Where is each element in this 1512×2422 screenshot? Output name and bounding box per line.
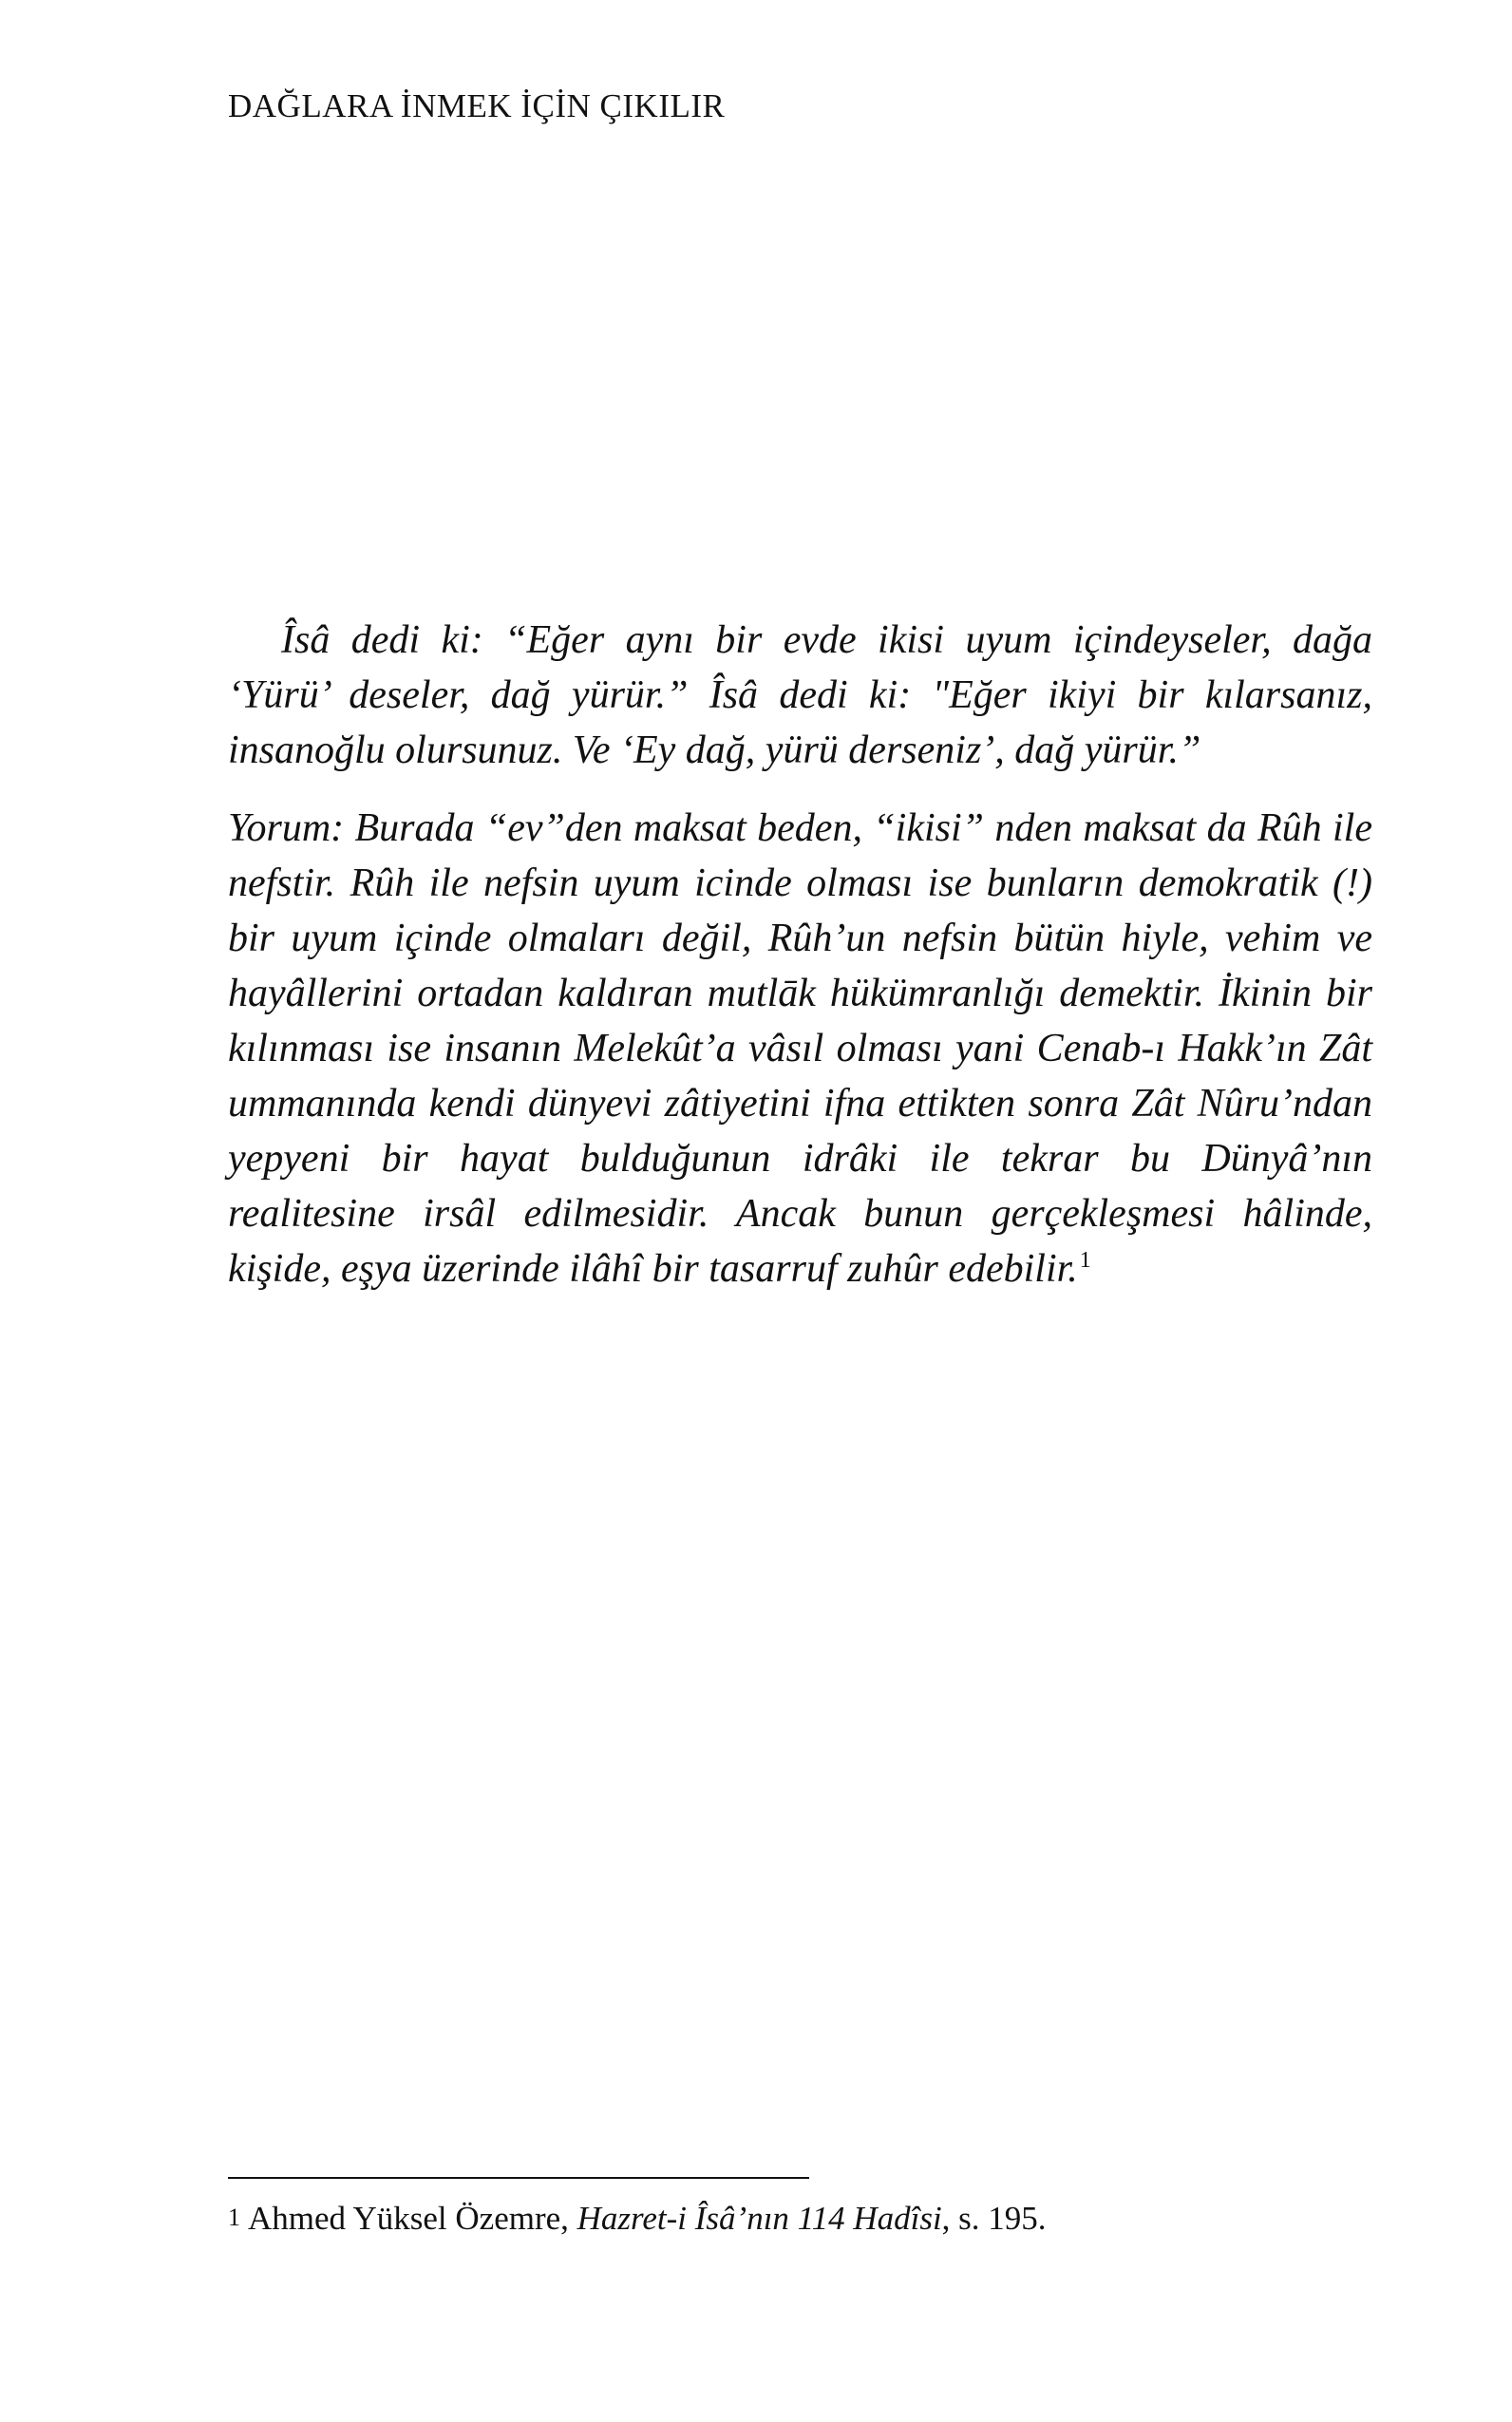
footnote-author: Ahmed Yüksel Özemre,: [248, 2200, 569, 2237]
main-text: [228, 613, 1372, 1296]
hadith-quote: Îsâ dedi ki: “Eğer aynı bir evde ikisi uyum içindeyseler, dağa ‘Yürü’ deseler, dağ yürür.” Îsâ dedi ki: "Eğer ikiyi bir kılarsanız, insanoğlu olursunuz. Ve ‘Ey dağ, yürü derseniz’, dağ yürür.”: [228, 618, 1372, 772]
footnote-number: 1: [228, 2204, 240, 2231]
footnote-page: , s. 195.: [941, 2200, 1047, 2237]
running-header: DAĞLARA İNMEK İÇİN ÇIKILIR: [228, 87, 726, 124]
footnote-divider: [228, 2177, 809, 2179]
commentary-text: Yorum: Burada “ev”den maksat beden, “ikisi” nden maksat da Rûh ile nefstir. Rûh ile nefsin uyum icinde olması ise bunların demokratik (!) bir uyum içinde olmaları değil, Rûh’un nefsin bütün hiyle, vehim ve hayâllerini ortadan kaldıran mutlāk hükümranlığı demektir. İkinin bir kılınması ise insanın Melekût’a vâsıl olması yani Cenab-ı Hakk’ın Zât ummanında kendi dünyevi zâtiyetini ifna ettikten sonra Zât Nûru’ndan yepyeni bir hayat bulduğunun idrâki ile tekrar bu Dünyâ’nın realitesine irsâl edilmesidir. Ancak bunun gerçekleşmesi hâlinde, kişide, eşya üzerinde ilâhî bir tasarruf zuhûr edebilir.: [228, 806, 1372, 1291]
footnote-reference: 1: [1079, 1248, 1091, 1273]
footnote: [228, 2200, 1047, 2238]
footnote-book-title: Hazret-i Îsâ’nın 114 Hadîsi: [576, 2200, 942, 2237]
commentary-paragraph: [228, 801, 1372, 1296]
